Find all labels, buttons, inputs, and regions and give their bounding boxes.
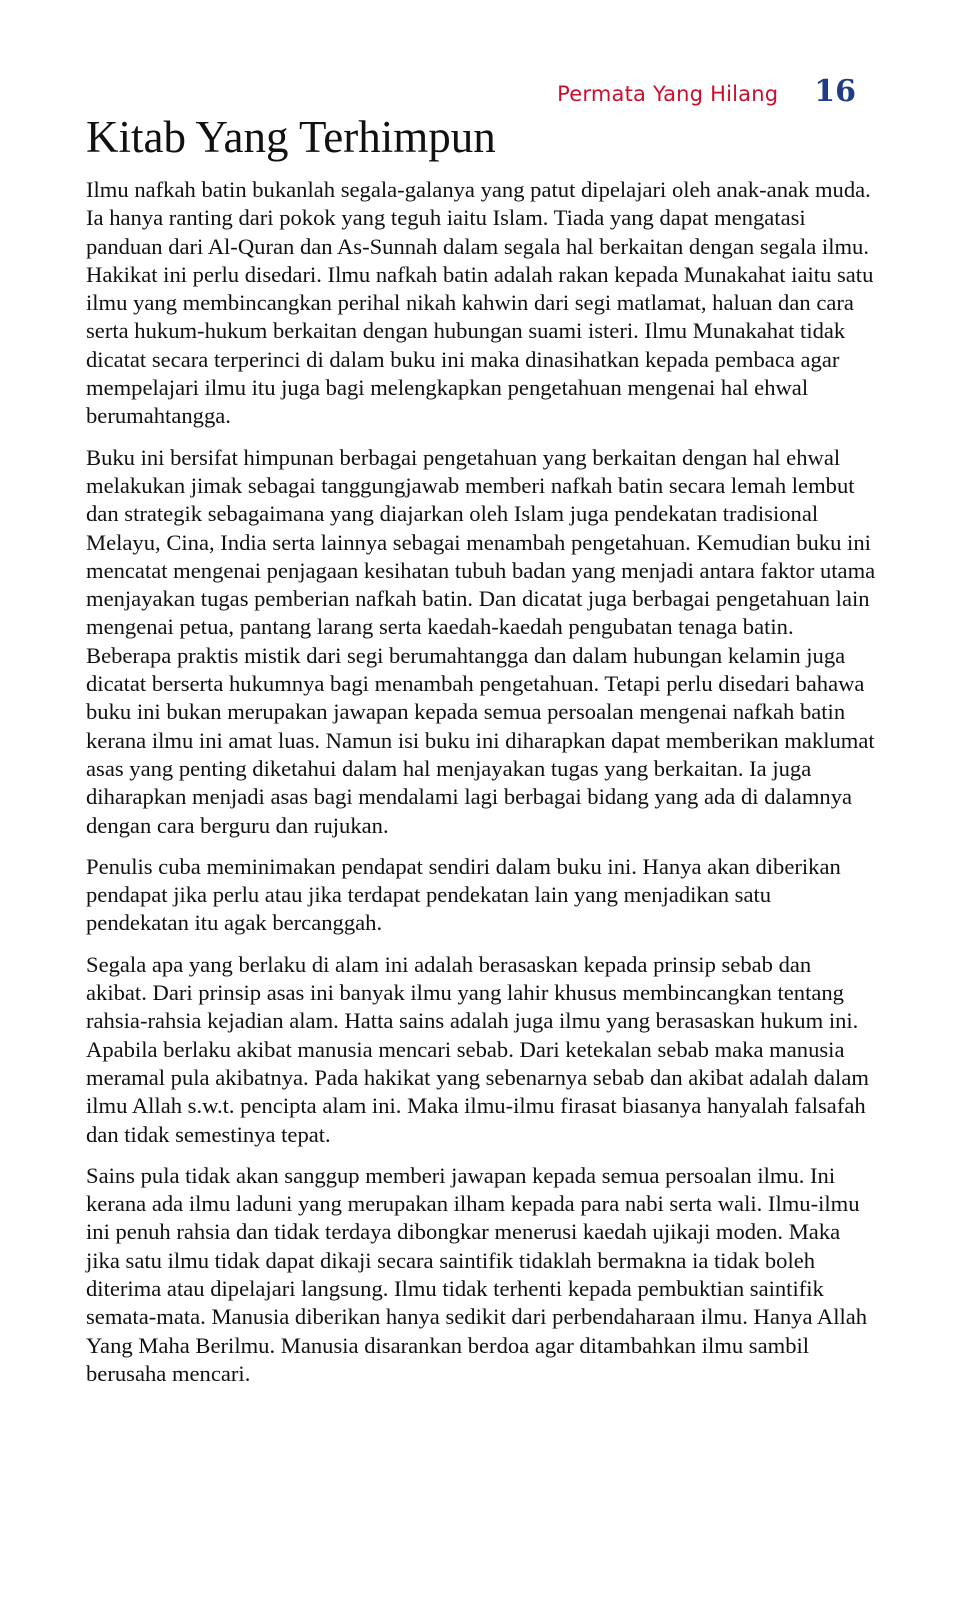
chapter-title: Kitab Yang Terhimpun — [86, 112, 496, 162]
paragraph: Ilmu nafkah batin bukanlah segala-galanya yang patut dipelajari oleh anak-anak muda. Ia hanya ranting dari pokok yang teguh iaitu Islam. Tiada yang dapat mengatasi panduan dari Al-Quran dan As-Sunnah dalam segala hal berkaitan dengan segala ilmu. Hakikat ini perlu disedari. Ilmu nafkah batin adalah rakan kepada Munakahat iaitu satu ilmu yang membincangkan perihal nikah kahwin dari segi matlamat, haluan dan cara serta hukum-hukum berkaitan dengan hubungan suami isteri. Ilmu Munakahat tidak dicatat secara terperinci di dalam buku ini maka dinasihatkan kepada pembaca agar mempelajari ilmu itu juga bagi melengkapkan pengetahuan mengenai hal ehwal berumahtangga. — [86, 177, 874, 429]
page-number: 16 — [814, 74, 856, 109]
paragraph: Segala apa yang berlaku di alam ini adalah berasaskan kepada prinsip sebab dan akibat. Dari prinsip asas ini banyak ilmu yang lahir khusus membincangkan tentang rahsia-rahsia kejadian alam. Hatta sains adalah juga ilmu yang berasaskan hukum ini. Apabila berlaku akibat manusia mencari sebab. Dari ketekalan sebab maka manusia meramal pula akibatnya. Pada hakikat yang sebenarnya sebab dan akibat adalah dalam ilmu Allah s.w.t. pencipta alam ini. Maka ilmu-ilmu firasat biasanya hanyalah falsafah dan tidak semestinya tepat. — [86, 951, 869, 1147]
body-text — [86, 176, 876, 1401]
paragraph: Buku ini bersifat himpunan berbagai pengetahuan yang berkaitan dengan hal ehwal melakukan jimak sebagai tanggungjawab memberi nafkah batin secara lemah lembut dan strategik sebagaimana yang diajarkan oleh Islam juga pendekatan tradisional Melayu, Cina, India serta lainnya sebagai menambah pengetahuan. Kemudian buku ini mencatat mengenai penjagaan kesihatan tubuh badan yang menjadi antara faktor utama menjayakan tugas pemberian nafkah batin. Dan dicatat juga berbagai pengetahuan lain mengenai petua, pantang larang serta kaedah-kaedah pengubatan tenaga batin. Beberapa praktis mistik dari segi berumahtangga dan dalam hubungan kelamin juga dicatat berserta hukumnya bagi menambah pengetahuan. Tetapi perlu disedari bahawa buku ini bukan merupakan jawapan kepada semua persoalan mengenai nafkah batin kerana ilmu ini amat luas. Namun isi buku ini diharapkan dapat memberikan maklumat asas yang penting diketahui dalam hal menjayakan tugas yang berkaitan. Ia juga diharapkan menjadi asas bagi mendalami lagi berbagai bidang yang ada di dalamnya dengan cara berguru dan rujukan. — [86, 444, 876, 838]
running-header — [557, 74, 856, 109]
book-title: Permata Yang Hilang — [557, 82, 779, 106]
paragraph: Sains pula tidak akan sanggup memberi jawapan kepada semua persoalan ilmu. Ini kerana ada ilmu laduni yang merupakan ilham kepada para nabi serta wali. Ilmu-ilmu ini penuh rahsia dan tidak terdaya dibongkar menerusi kaedah ujikaji moden. Maka jika satu ilmu tidak dapat dikaji secara saintifik tidaklah bermakna ia tidak boleh diterima atau dipelajari langsung. Ilmu tidak terhenti kepada pembuktian saintifik semata-mata. Manusia diberikan hanya sedikit dari perbendaharaan ilmu. Hanya Allah Yang Maha Berilmu. Manusia disarankan berdoa agar ditambahkan ilmu sambil berusaha mencari. — [86, 1162, 868, 1386]
paragraph: Penulis cuba meminimakan pendapat sendiri dalam buku ini. Hanya akan diberikan pendapat jika perlu atau jika terdapat pendekatan lain yang menjadikan satu pendekatan itu agak bercanggah. — [86, 853, 841, 936]
